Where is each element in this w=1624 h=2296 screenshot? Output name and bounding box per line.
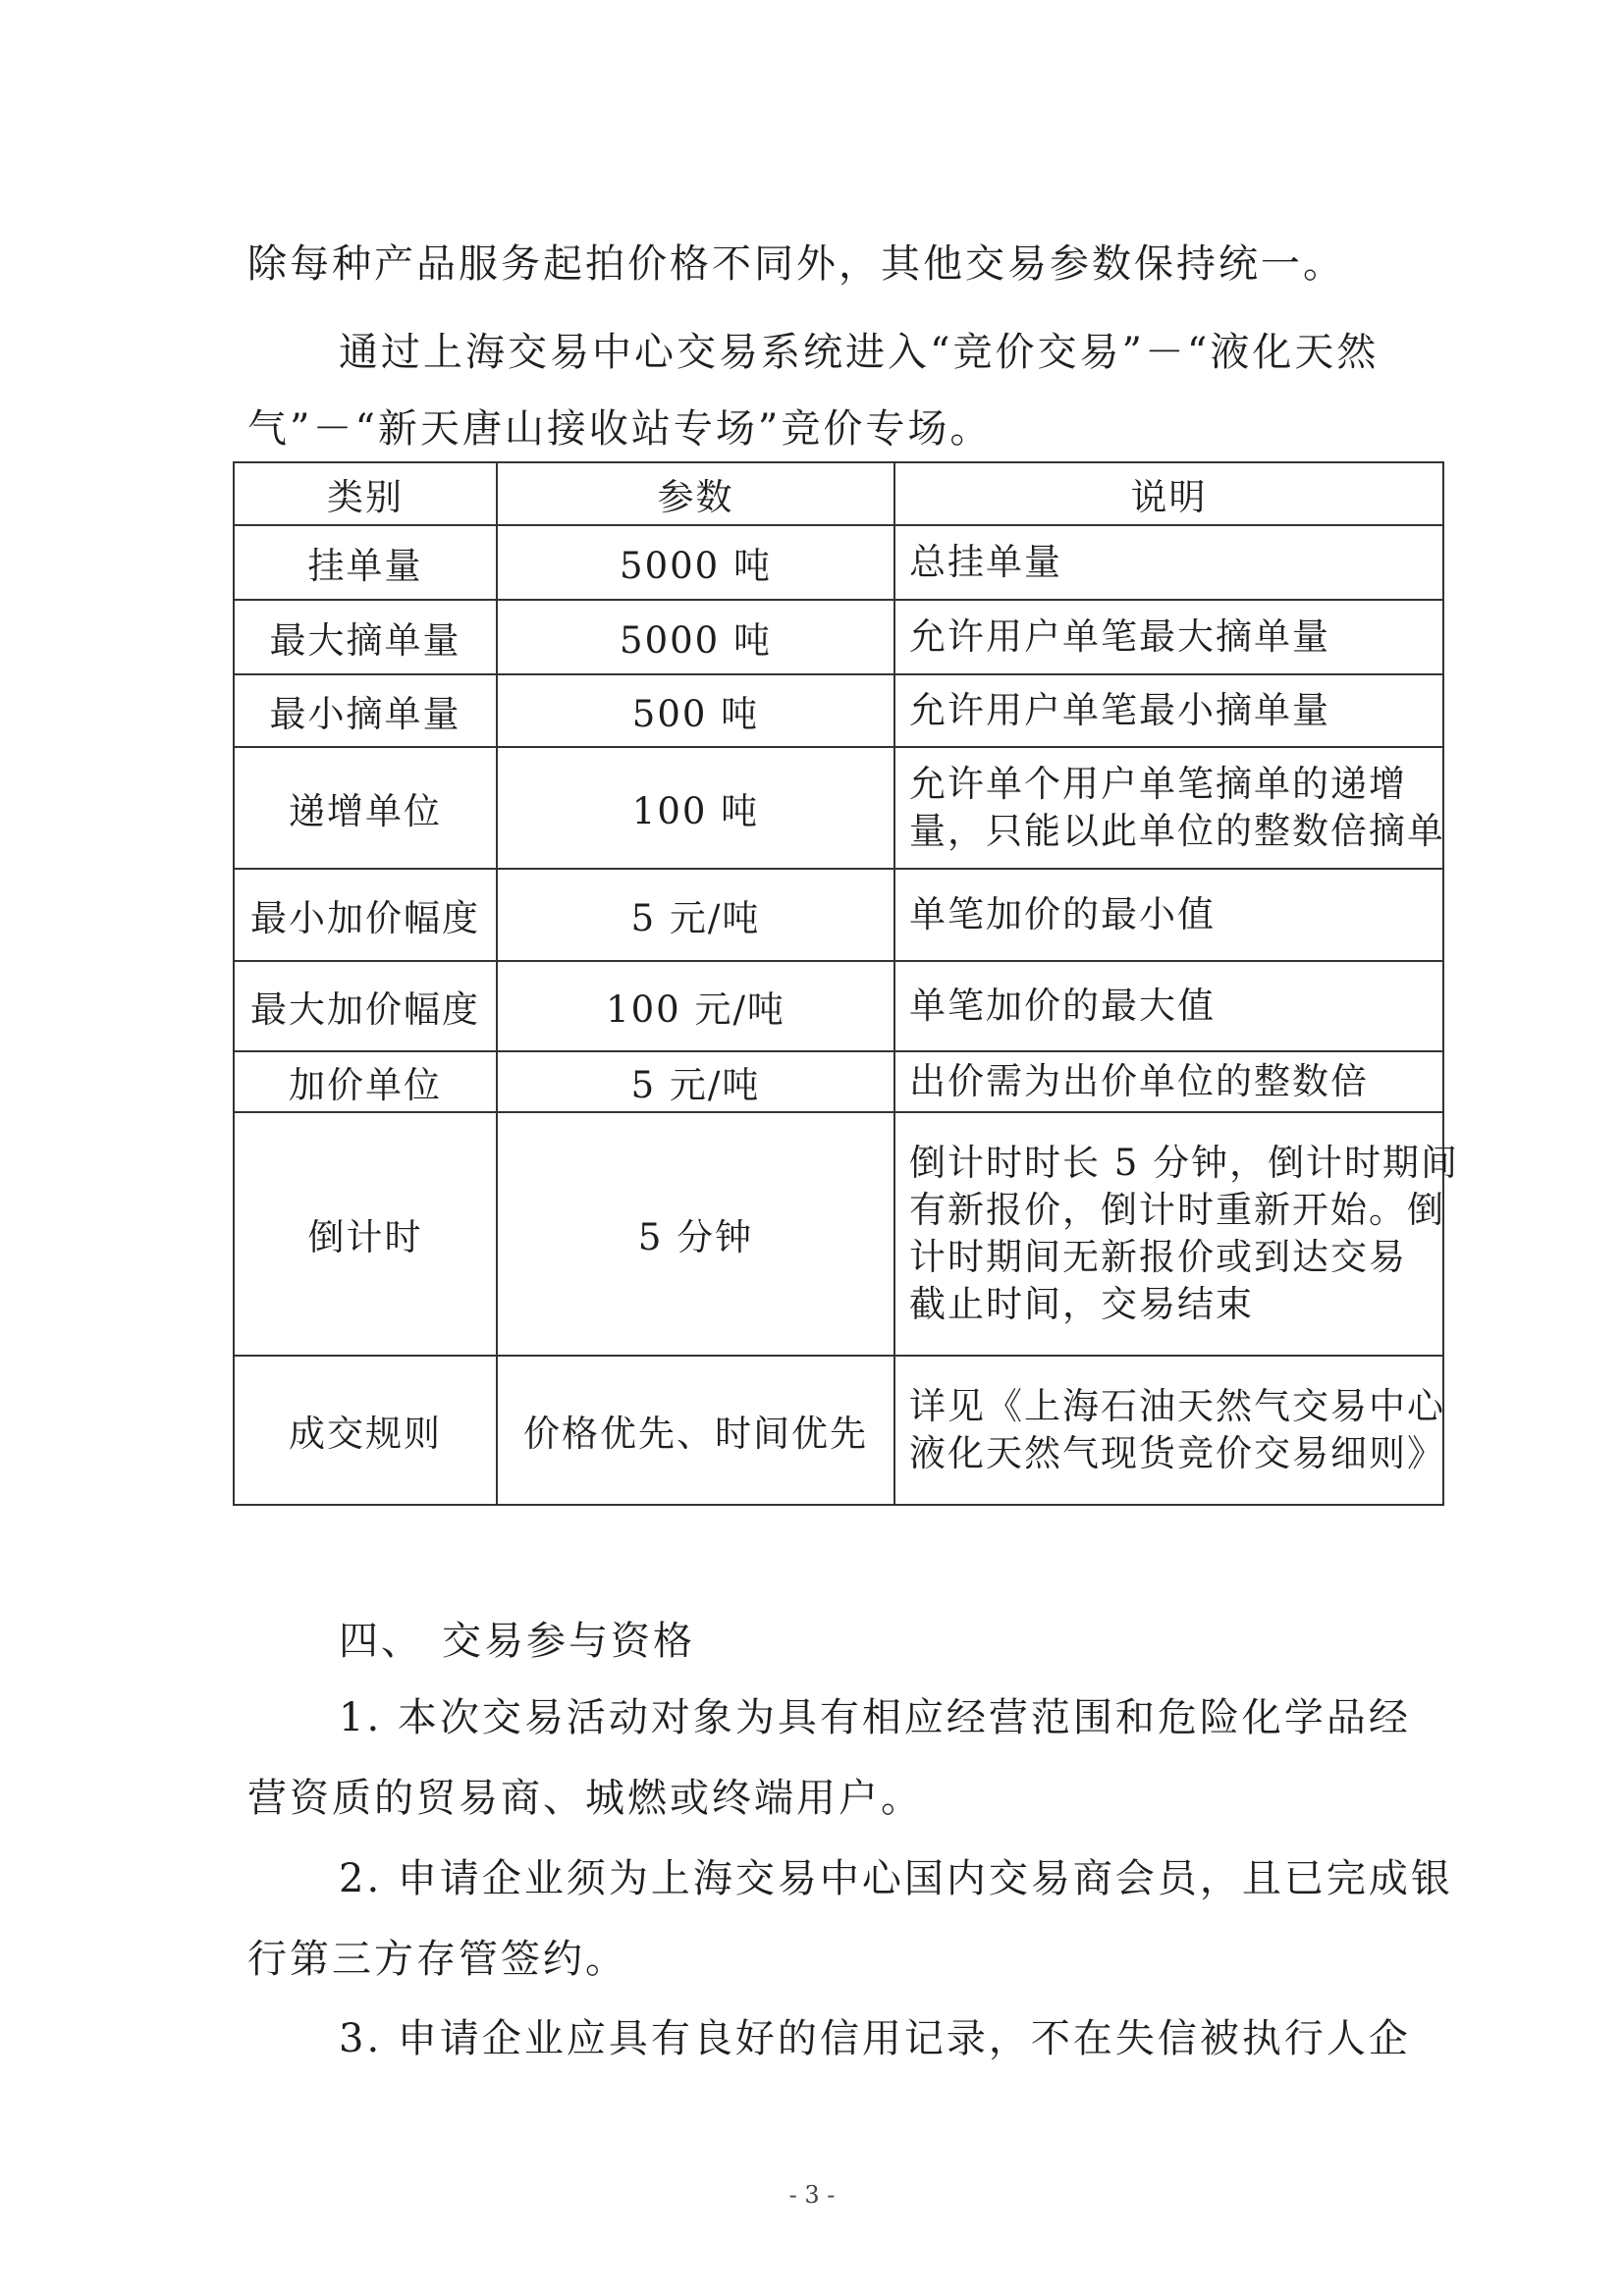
- item-1-line-2: 营资质的贸易商、城燃或终端用户。: [247, 1776, 923, 1821]
- item-2-line-1: 2. 申请企业须为上海交易中心国内交易商会员，且已完成银: [339, 1856, 1453, 1901]
- description-line: 液化天然气现货竞价交易细则》: [909, 1432, 1445, 1474]
- intro-line-2: 通过上海交易中心交易系统进入“竞价交易”－“液化天然: [339, 330, 1380, 375]
- table-row: [234, 1112, 1443, 1356]
- table-row: [234, 600, 1443, 674]
- cell-description: [894, 1112, 1460, 1356]
- cell-value: 价格优先、时间优先: [497, 1356, 894, 1505]
- cell-description: [894, 1356, 1443, 1505]
- description-line: 有新报价，倒计时重新开始。倒: [909, 1189, 1445, 1231]
- cell-category: 加价单位: [234, 1051, 497, 1112]
- header-category: 类别: [234, 462, 497, 525]
- cell-category: 最小摘单量: [234, 674, 497, 747]
- cell-category: 递增单位: [234, 747, 497, 869]
- cell-category: 最大摘单量: [234, 600, 497, 674]
- cell-value: 100 吨: [497, 747, 894, 869]
- cell-value: 5000 吨: [497, 525, 894, 600]
- intro-line-3: 气”－“新天唐山接收站专场”竞价专场。: [247, 406, 993, 452]
- section-number: 四、: [339, 1619, 423, 1664]
- cell-description: [894, 525, 1443, 600]
- table-row: [234, 525, 1443, 600]
- description-line: 允许用户单笔最大摘单量: [909, 615, 1330, 658]
- cell-description: [894, 747, 1443, 869]
- cell-category: 成交规则: [234, 1356, 497, 1505]
- cell-value: 500 吨: [497, 674, 894, 747]
- table-row: [234, 869, 1443, 961]
- description-line: 允许单个用户单笔摘单的递增: [909, 763, 1407, 805]
- cell-category: 挂单量: [234, 525, 497, 600]
- page-number: - 3 -: [788, 2181, 836, 2209]
- cell-category: 最小加价幅度: [234, 869, 497, 961]
- section-title: 交易参与资格: [442, 1619, 695, 1664]
- description-line: 量，只能以此单位的整数倍摘单: [909, 810, 1445, 852]
- table-row: [234, 1051, 1443, 1112]
- cell-value: 5 分钟: [497, 1112, 894, 1356]
- description-line: 单笔加价的最大值: [909, 985, 1216, 1027]
- item-2-line-2: 行第三方存管签约。: [247, 1937, 627, 1982]
- description-line: 倒计时时长 5 分钟，倒计时期间: [909, 1142, 1460, 1184]
- cell-description: [894, 869, 1443, 961]
- table-row: [234, 961, 1443, 1051]
- cell-value: 5 元/吨: [497, 869, 894, 961]
- table-row: [234, 1356, 1443, 1505]
- description-line: 总挂单量: [909, 541, 1062, 583]
- cell-category: 最大加价幅度: [234, 961, 497, 1051]
- cell-category: 倒计时: [234, 1112, 497, 1356]
- cell-description: [894, 961, 1443, 1051]
- cell-description: [894, 674, 1443, 747]
- table-row: [234, 747, 1443, 869]
- description-line: 出价需为出价单位的整数倍: [909, 1060, 1369, 1102]
- intro-line-1: 除每种产品服务起拍价格不同外，其他交易参数保持统一。: [247, 241, 1345, 287]
- table-row: [234, 674, 1443, 747]
- description-line: 计时期间无新报价或到达交易: [909, 1236, 1407, 1278]
- description-line: 截止时间，交易结束: [909, 1283, 1254, 1325]
- header-description: 说明: [894, 462, 1443, 525]
- item-1-line-1: 1. 本次交易活动对象为具有相应经营范围和危险化学品经: [339, 1695, 1411, 1740]
- cell-value: 5000 吨: [497, 600, 894, 674]
- description-line: 单笔加价的最小值: [909, 893, 1216, 935]
- header-value: 参数: [497, 462, 894, 525]
- cell-description: [894, 1051, 1443, 1112]
- description-line: 允许用户单笔最小摘单量: [909, 689, 1330, 731]
- item-3-line-1: 3. 申请企业应具有良好的信用记录，不在失信被执行人企: [339, 2016, 1411, 2061]
- trade-parameters-table: [233, 461, 1460, 1506]
- cell-value: 100 元/吨: [497, 961, 894, 1051]
- cell-description: [894, 600, 1443, 674]
- cell-value: 5 元/吨: [497, 1051, 894, 1112]
- description-line: 详见《上海石油天然气交易中心: [909, 1385, 1445, 1427]
- section-heading: [339, 1610, 695, 1666]
- table-header-row: [234, 462, 1443, 525]
